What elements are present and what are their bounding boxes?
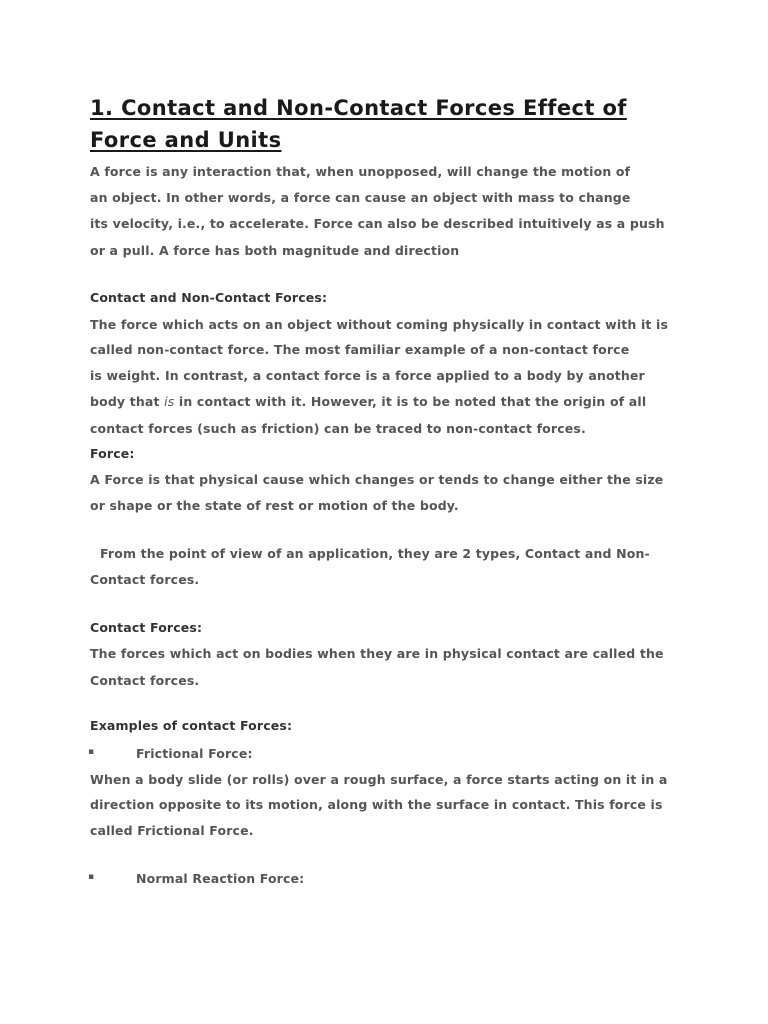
section-heading-examples: Examples of contact Forces: [90, 718, 293, 733]
intro-line-3: its velocity, i.e., to accelerate. Force can also be described intuitively as a push [90, 216, 665, 231]
text-segment: in contact with it. However, it is to be noted that the origin of all [174, 394, 647, 409]
paragraph-line: The forces which act on bodies when they are in physical contact are called the [90, 646, 664, 661]
bullet-icon: ▪ [88, 872, 95, 882]
paragraph-line: When a body slide (or rolls) over a rough surface, a force starts acting on it in a [90, 772, 668, 787]
page-title [90, 92, 690, 156]
paragraph-line: From the point of view of an application, they are 2 types, Contact and Non- [91, 546, 650, 561]
paragraph-line: is weight. In contrast, a contact force is a force applied to a body by another [90, 368, 645, 383]
paragraph-line: A Force is that physical cause which changes or tends to change either the size [90, 472, 664, 487]
section-heading-contact-noncontact: Contact and Non-Contact Forces: [90, 290, 328, 305]
paragraph-line: Contact forces. [90, 572, 200, 587]
section-heading-contact-forces: Contact Forces: [90, 620, 203, 635]
title-line-2: Force and Units [90, 128, 282, 152]
paragraph-line: direction opposite to its motion, along with the surface in contact. This force is [90, 797, 663, 812]
intro-line-1: A force is any interaction that, when unopposed, will change the motion of [90, 164, 631, 179]
paragraph-line: or shape or the state of rest or motion of the body. [90, 498, 459, 513]
paragraph-line: called Frictional Force. [90, 823, 254, 838]
paragraph-line: contact forces (such as friction) can be traced to non-contact forces. [90, 421, 586, 436]
section-heading-force: Force: [90, 446, 135, 461]
bullet-icon: ▪ [88, 747, 95, 757]
paragraph-line: Contact forces. [90, 673, 200, 688]
paragraph-line: called non-contact force. The most familiar example of a non-contact force [90, 342, 630, 357]
paragraph-line: The force which acts on an object without coming physically in contact with it is [90, 317, 669, 332]
intro-line-2: an object. In other words, a force can cause an object with mass to change [90, 190, 631, 205]
text-segment: body that [90, 394, 165, 409]
intro-line-4: or a pull. A force has both magnitude and direction [90, 243, 460, 258]
list-item-frictional-force: Frictional Force: [136, 746, 253, 761]
italic-text: is [164, 394, 175, 409]
title-line-1: 1. Contact and Non-Contact Forces Effect of [90, 96, 627, 120]
paragraph-line [90, 394, 646, 409]
list-item-normal-reaction-force: Normal Reaction Force: [136, 871, 305, 886]
